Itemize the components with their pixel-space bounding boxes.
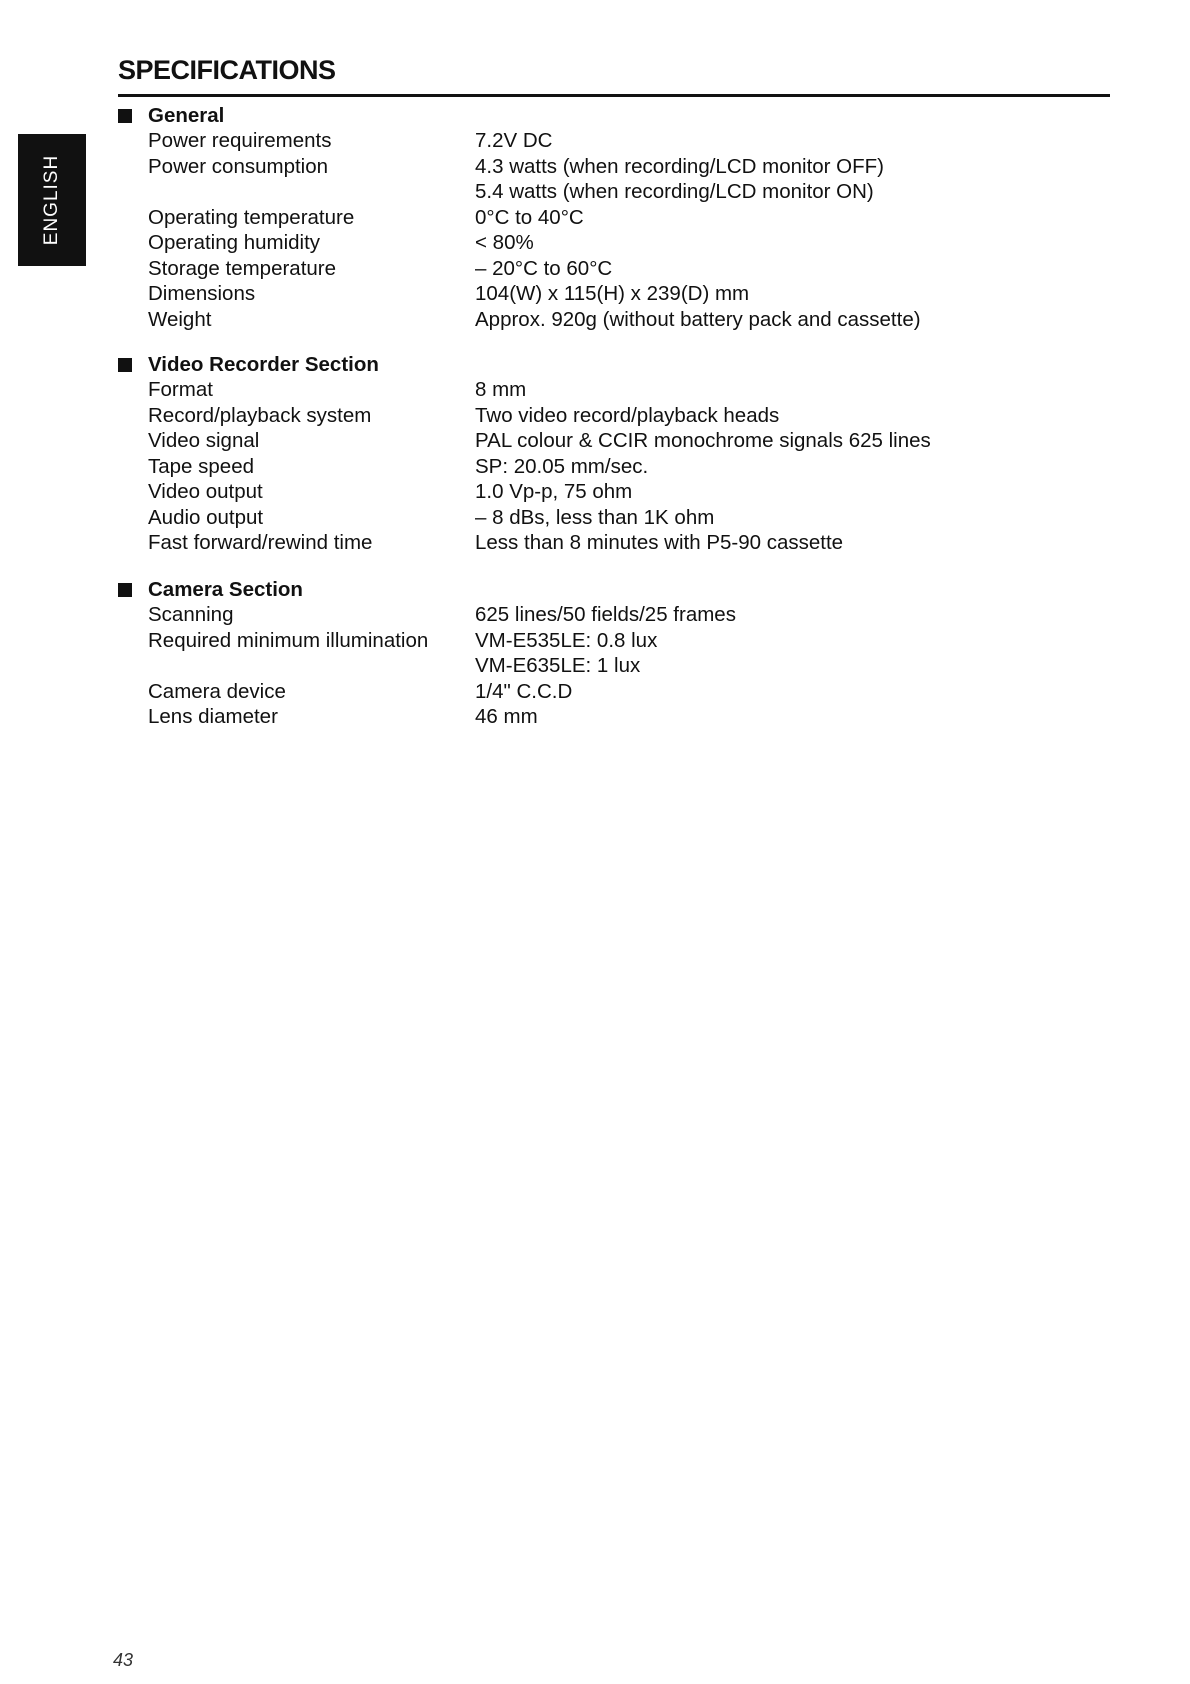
spec-value: 1/4" C.C.D [475, 679, 573, 703]
spec-label: Weight [148, 307, 212, 331]
spec-label: Record/playback system [148, 403, 372, 427]
spec-row [118, 256, 921, 282]
spec-row [118, 377, 931, 403]
spec-value: 4.3 watts (when recording/LCD monitor OFF) 5.4 watts (when recording/LCD monitor ON) [475, 154, 884, 203]
language-tab [18, 134, 86, 266]
spec-label: Dimensions [148, 282, 256, 305]
spec-value: 46 mm [475, 705, 538, 728]
spec-value: 1.0 Vp-p, 75 ohm [475, 480, 633, 503]
spec-value: < 80% [475, 231, 534, 254]
spec-row [118, 128, 921, 154]
spec-value: – 20°C to 60°C [475, 256, 613, 280]
spec-row [118, 454, 931, 480]
spec-row [118, 281, 921, 307]
spec-label: Fast forward/rewind time [148, 531, 373, 554]
page-number: 43 [113, 1650, 134, 1670]
spec-label: Lens diameter [148, 705, 278, 728]
spec-value: Two video record/playback heads [475, 403, 780, 427]
spec-row [118, 154, 921, 205]
spec-value: 104(W) x 115(H) x 239(D) mm [475, 282, 750, 305]
spec-row [118, 530, 931, 556]
spec-value: 8 mm [475, 378, 527, 401]
spec-value: VM-E535LE: 0.8 lux VM-E635LE: 1 lux [475, 628, 658, 677]
spec-row [118, 428, 931, 454]
spec-label: Power consumption [148, 154, 329, 178]
square-bullet-icon [118, 583, 132, 597]
title-rule [118, 94, 1110, 97]
spec-label: Scanning [148, 603, 234, 626]
spec-value: SP: 20.05 mm/sec. [475, 454, 649, 478]
spec-row [118, 479, 931, 505]
spec-value: 0°C to 40°C [475, 205, 584, 229]
spec-label: Power requirements [148, 129, 332, 152]
section-general [118, 103, 921, 332]
spec-value: PAL colour & CCIR monochrome signals 625 lines [475, 429, 931, 452]
spec-label: Required minimum illumination [148, 628, 429, 652]
spec-label: Storage temperature [148, 256, 337, 280]
section-video-recorder [118, 352, 931, 556]
section-heading: General [118, 103, 921, 128]
spec-label: Operating temperature [148, 205, 355, 229]
square-bullet-icon [118, 109, 132, 123]
spec-value: 625 lines/50 fields/25 frames [475, 603, 736, 626]
language-tab-label: ENGLISH [41, 154, 62, 246]
spec-row [118, 230, 921, 256]
spec-value: Approx. 920g (without battery pack and cassette) [475, 307, 921, 331]
spec-row [118, 307, 921, 333]
spec-label: Video signal [148, 429, 260, 452]
spec-row [118, 679, 736, 705]
square-bullet-icon [118, 358, 132, 372]
page-title: SPECIFICATIONS [118, 55, 336, 85]
spec-row [118, 403, 931, 429]
spec-label: Tape speed [148, 454, 255, 478]
spec-value: 7.2V DC [475, 129, 553, 152]
spec-label: Operating humidity [148, 231, 321, 254]
spec-row [118, 628, 736, 679]
spec-row [118, 602, 736, 628]
spec-value: Less than 8 minutes with P5-90 cassette [475, 531, 844, 554]
spec-row [118, 505, 931, 531]
spec-value: – 8 dBs, less than 1K ohm [475, 505, 715, 529]
spec-label: Audio output [148, 505, 264, 529]
spec-label: Camera device [148, 679, 286, 703]
spec-row [118, 205, 921, 231]
spec-label: Format [148, 378, 213, 401]
spec-label: Video output [148, 480, 263, 503]
section-heading: Video Recorder Section [118, 352, 931, 377]
section-camera [118, 577, 736, 730]
section-heading: Camera Section [118, 577, 736, 602]
spec-row [118, 704, 736, 730]
